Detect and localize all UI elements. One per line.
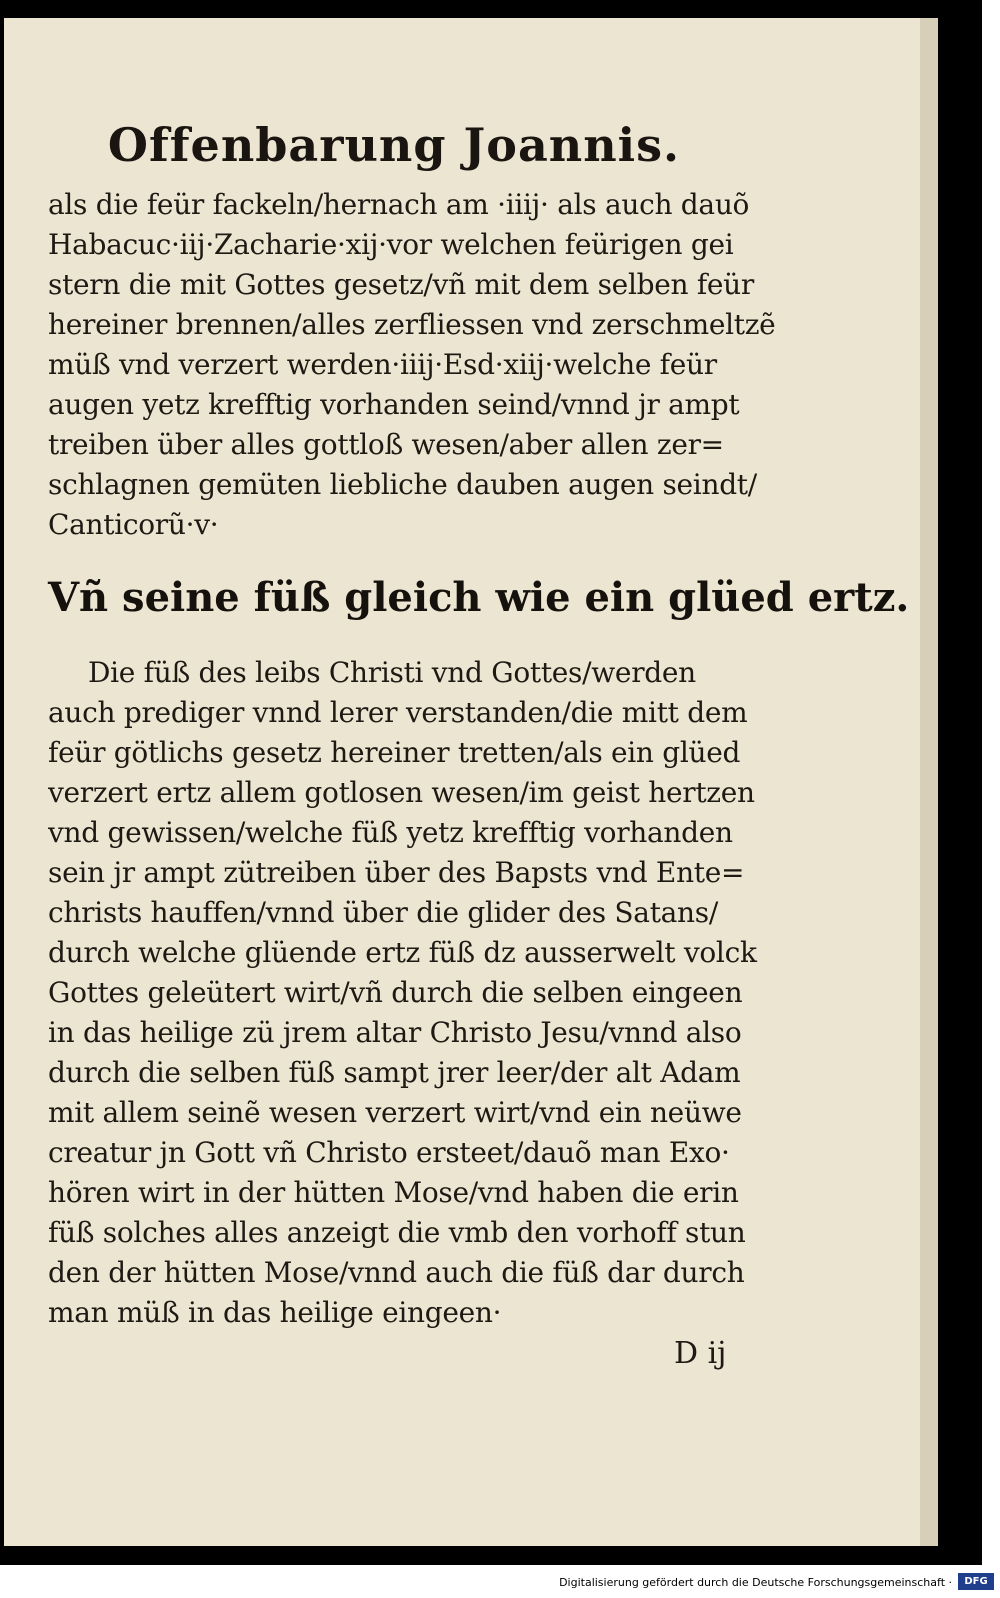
text-line: creatur jn Gott vñ Christo ersteet/dauõ man Exo· (48, 1136, 730, 1169)
text-line: hereiner brennen/alles zerfliessen vnd zerschmeltzẽ (48, 308, 776, 341)
text-line: als die feür fackeln/hernach am ·iiij· als auch dauõ (48, 188, 750, 221)
section-heading: Vñ seine füß gleich wie ein glüed ertz. (48, 574, 910, 621)
text-line: Die füß des leibs Christi vnd Gottes/werden (88, 656, 696, 689)
text-line: durch welche glüende ertz füß dz ausserwelt volck (48, 936, 757, 969)
text-line: müß vnd verzert werden·iiij·Esd·xiij·welche feür (48, 348, 717, 381)
text-line: durch die selben füß sampt jrer leer/der alt Adam (48, 1056, 741, 1089)
text-line: augen yetz krefftig vorhanden seind/vnnd jr ampt (48, 388, 740, 421)
signature-mark: D ij (674, 1336, 727, 1371)
text-line: christs hauffen/vnnd über die glider des Satans/ (48, 896, 718, 929)
text-line: mit allem seinẽ wesen verzert wirt/vnd ein neüwe (48, 1096, 742, 1129)
text-line: hören wirt in der hütten Mose/vnd haben die erin (48, 1176, 739, 1209)
text-line: Canticorũ·v· (48, 508, 219, 541)
funding-credit: Digitalisierung gefördert durch die Deutsche Forschungsgemeinschaft · (559, 1576, 952, 1589)
text-line: man müß in das heilige eingeen· (48, 1296, 502, 1329)
text-line: den der hütten Mose/vnnd auch die füß dar durch (48, 1256, 745, 1289)
text-line: Gottes geleütert wirt/vñ durch die selben eingeen (48, 976, 743, 1009)
text-line: sein jr ampt zütreiben über des Bapsts vnd Ente= (48, 856, 745, 889)
running-head: Offenbarung Joannis. (107, 118, 681, 172)
text-line: treiben über alles gottloß wesen/aber allen zer= (48, 428, 724, 461)
text-line: feür götlichs gesetz hereiner tretten/als ein glüed (48, 736, 741, 769)
text-line: verzert ertz allem gotlosen wesen/im geist hertzen (48, 776, 755, 809)
text-line: vnd gewissen/welche füß yetz krefftig vorhanden (48, 816, 733, 849)
text-line: in das heilige zü jrem altar Christo Jesu/vnnd also (48, 1016, 742, 1049)
text-line: schlagnen gemüten liebliche dauben augen seindt/ (48, 468, 757, 501)
text-line: auch prediger vnnd lerer verstanden/die mitt dem (48, 696, 748, 729)
text-line: füß solches alles anzeigt die vmb den vorhoff stun (48, 1216, 746, 1249)
book-page (4, 18, 938, 1546)
text-line: stern die mit Gottes gesetz/vñ mit dem selben feür (48, 268, 754, 301)
dfg-logo[interactable]: DFG (958, 1573, 994, 1590)
text-line: Habacuc·iij·Zacharie·xij·vor welchen feürigen gei (48, 228, 734, 261)
